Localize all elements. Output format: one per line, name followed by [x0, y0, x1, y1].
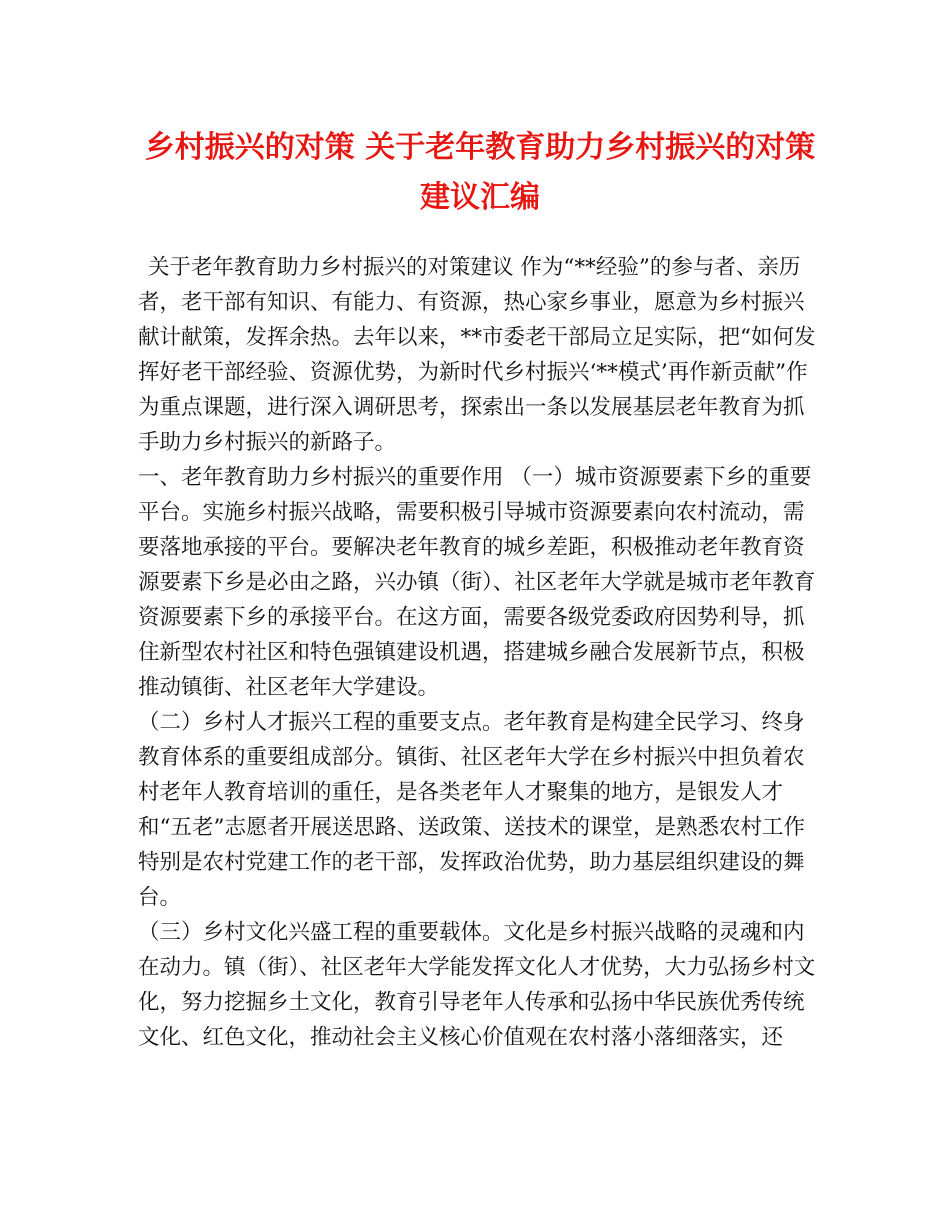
document-title: 乡村振兴的对策 关于老年教育助力乡村振兴的对策建议汇编 — [144, 130, 816, 215]
paragraph-section-two: （二）乡村人才振兴工程的重要支点。老年教育是构建全民学习、终身教育体系的重要组成部分。镇街、社区老年大学在乡村振兴中担负着农村老年人教育培训的重任，是各类老年人才聚集的地方，是银发人才和“五老”志愿者开展送思路、送政策、送技术的课堂，是熟悉农村工作特别是农村党建工作的老干部，发挥政治优势，助力基层组织建设的舞台。 — [138, 710, 805, 910]
document-body — [138, 250, 818, 1055]
paragraph-section-one: 一、老年教育助力乡村振兴的重要作用 （一）城市资源要素下乡的重要平台。实施乡村振兴战略，需要积极引导城市资源要素向农村流动，需要落地承接的平台。要解决老年教育的城乡差距，积极推动老年教育资源要素下乡是必由之路，兴办镇（街）、社区老年大学就是城市老年教育资源要素下乡的承接平台。在这方面，需要各级党委政府因势利导，抓住新型农村社区和特色强镇建设机遇，搭建城乡融合发展新节点，积极推动镇街、社区老年大学建设。 — [138, 465, 816, 700]
paragraph-intro: 关于老年教育助力乡村振兴的对策建议 作为“**经验”的参与者、亲历者，老干部有知识、有能力、有资源，热心家乡事业，愿意为乡村振兴献计献策，发挥余热。去年以来，**市委老干部局立足实际，把“如何发挥好老干部经验、资源优势，为新时代乡村振兴‘**模式’再作新贡献”作为重点课题，进行深入调研思考，探索出一条以发展基层老年教育为抓手助力乡村振兴的新路子。 — [138, 255, 816, 455]
paragraph-section-three: （三）乡村文化兴盛工程的重要载体。文化是乡村振兴战略的灵魂和内在动力。镇（街）、社区老年大学能发挥文化人才优势，大力弘扬乡村文化，努力挖掘乡土文化，教育引导老年人传承和弘扬中华民族优秀传统文化、红色文化，推动社会主义核心价值观在农村落小落细落实，还 — [138, 920, 816, 1050]
